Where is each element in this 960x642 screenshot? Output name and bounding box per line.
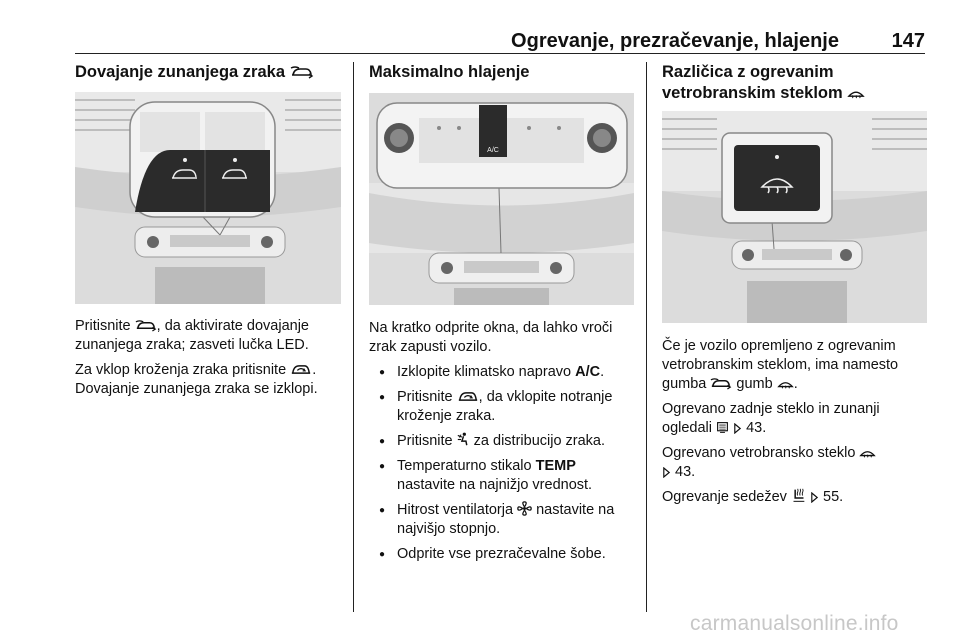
heated-windscreen-icon: [859, 447, 876, 459]
paragraph-recirculation: Za vklop kroženja zraka pritisnite . Dovajanje zunanjega zraka se izklopi.: [75, 362, 318, 397]
page-reference-icon: [733, 423, 742, 434]
paragraph-seat-heating: Ogrevanje sedežev 55.: [662, 489, 844, 505]
recirculation-icon: [290, 363, 312, 376]
section-heading: Različica z ogrevanim vetrobranskim steklom: [662, 62, 927, 104]
fresh-air-icon: [290, 65, 314, 79]
paragraph-rear-window: Ogrevano zadnje steklo in zunanji ogledali 43.: [662, 401, 880, 436]
air-distribution-icon: [457, 432, 470, 447]
fresh-air-icon: [135, 319, 157, 332]
column-max-cooling: [369, 62, 634, 570]
list-item: ● Odprite vse prezračevalne šobe.: [369, 545, 634, 564]
column-divider: [353, 62, 354, 612]
column-fresh-air: [75, 62, 343, 405]
heated-seat-icon: [791, 488, 806, 503]
fan-icon: [517, 501, 532, 516]
dashboard-figure: [369, 93, 634, 305]
list-item: ● Izklopite klimatsko napravo A/C.: [369, 363, 634, 382]
section-heading: Maksimalno hlajenje: [369, 63, 530, 81]
recirculation-icon: [457, 390, 479, 403]
page-reference-icon: [662, 467, 671, 478]
heated-windscreen-icon: [847, 87, 865, 100]
page-number: 147: [891, 30, 925, 52]
page-reference-icon: [810, 492, 819, 503]
intro-text: Na kratko odprite okna, da lahko vroči zrak zapusti vozilo.: [369, 320, 613, 355]
ac-button-label: A/C: [487, 147, 499, 154]
heated-rear-window-icon: [716, 421, 729, 434]
dashboard-figure: [662, 111, 927, 323]
column-heated-windscreen: [662, 62, 927, 513]
header-title: Ogrevanje, prezračevanje, hlajenje: [511, 30, 839, 52]
fresh-air-icon: [710, 377, 732, 390]
dashboard-figure: [75, 92, 341, 304]
watermark: carmanualsonline.info: [690, 612, 899, 635]
paragraph-variant: Če je vozilo opremljeno z ogrevanim vetrobranskim steklom, ima namesto gumba gumb .: [662, 338, 899, 392]
heated-windscreen-icon: [777, 378, 794, 390]
instruction-list: [369, 363, 634, 564]
paragraph-fresh-air: Pritisnite , da aktivirate dovajanje zunanjega zraka; zasveti lučka LED.: [75, 318, 309, 353]
section-heading: Dovajanje zunanjega zraka: [75, 62, 343, 83]
column-divider: [646, 62, 647, 612]
list-item: ● Hitrost ventilatorja nastavite na najvišjo stopnjo.: [369, 501, 634, 539]
list-item: ● Temperaturno stikalo TEMP nastavite na najnižjo vrednost.: [369, 457, 634, 495]
paragraph-windscreen: Ogrevano vetrobransko steklo 43.: [662, 444, 927, 482]
list-item: ● Pritisnite , da vklopite notranje kroženje zraka.: [369, 388, 634, 426]
list-item: ● Pritisnite za distribucijo zraka.: [369, 432, 634, 451]
page-header: [75, 28, 925, 54]
